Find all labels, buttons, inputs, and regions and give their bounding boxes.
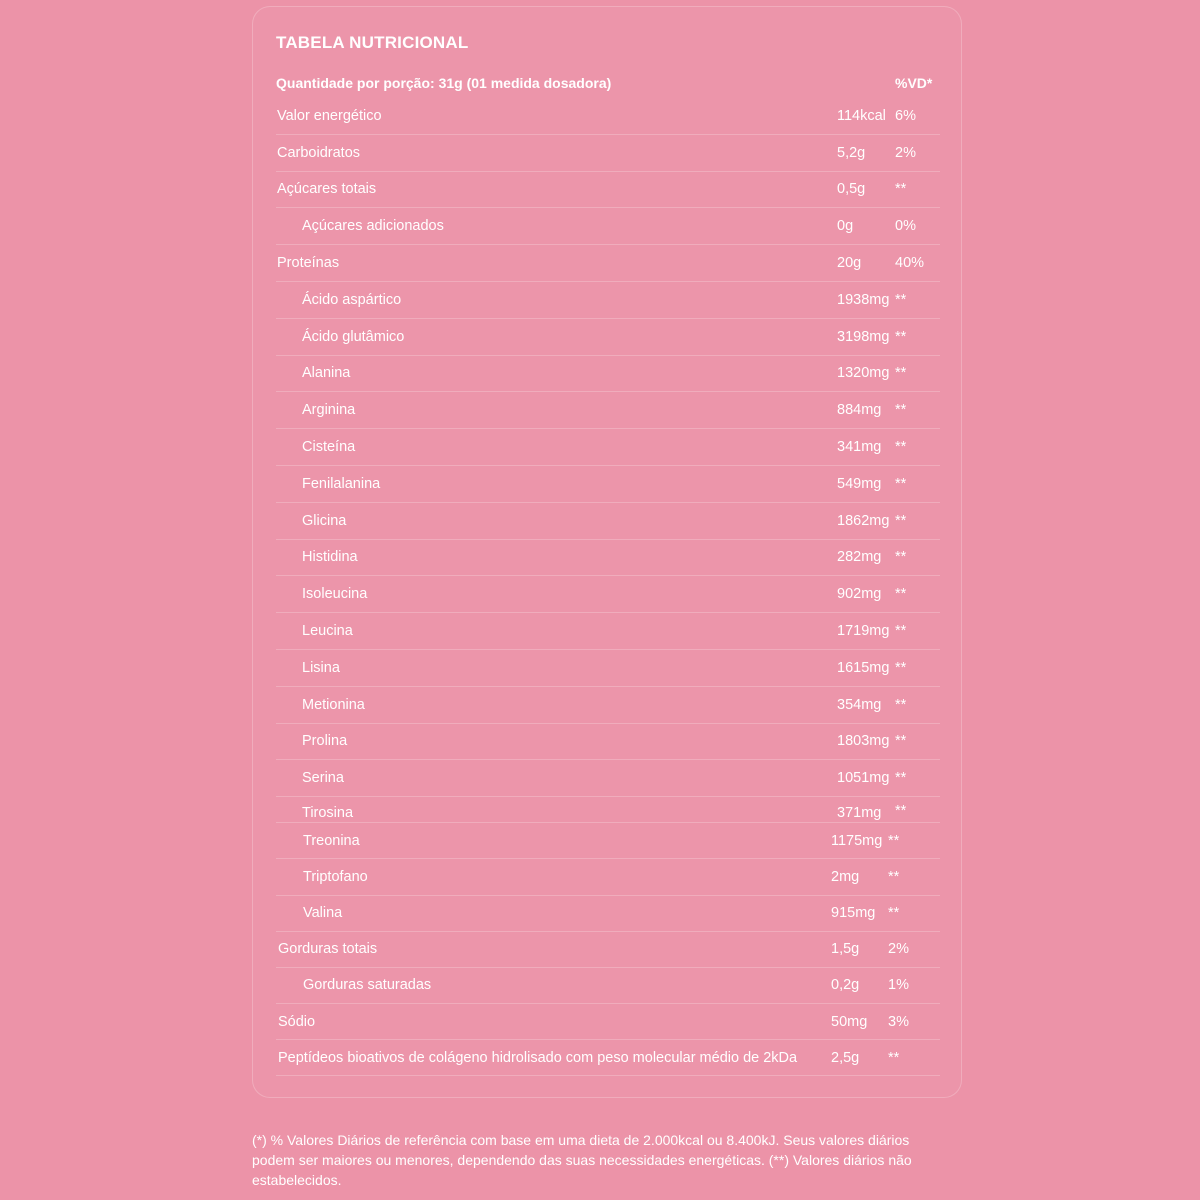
table-row (276, 319, 940, 356)
table-row (276, 135, 940, 172)
nutrient-amount: 0g (837, 218, 854, 235)
table-row (276, 356, 940, 393)
nutrient-amount: 915mg (831, 905, 876, 922)
nutrient-amount: 50mg (831, 1013, 868, 1030)
table-row (276, 208, 940, 245)
nutrient-amount: 1320mg (837, 365, 890, 382)
nutrient-amount: 354mg (837, 696, 882, 713)
table-row (276, 613, 940, 650)
nutrient-vd: ** (895, 623, 907, 640)
nutrient-amount: 1,5g (831, 941, 860, 958)
nutrient-amount: 2mg (831, 868, 860, 885)
nutrient-vd: ** (895, 803, 907, 820)
nutrient-name: Prolina (302, 733, 348, 750)
nutrient-amount: 1862mg (837, 512, 890, 529)
nutrient-vd: ** (895, 475, 907, 492)
nutrient-vd: ** (895, 328, 907, 345)
nutrient-vd: ** (888, 832, 900, 849)
nutrient-name: Fenilalanina (302, 475, 381, 492)
table-header-row (276, 68, 940, 98)
nutrient-name: Gorduras saturadas (303, 977, 432, 994)
table-row (276, 797, 940, 823)
nutrient-vd: ** (888, 1049, 900, 1066)
nutrient-name: Açúcares adicionados (302, 218, 444, 235)
nutrient-amount: 5,2g (837, 144, 866, 161)
nutrient-vd: ** (895, 365, 907, 382)
nutrient-name: Serina (302, 770, 344, 787)
nutrient-name: Gorduras totais (278, 941, 378, 958)
table-row (276, 859, 940, 895)
nutrient-amount: 371mg (837, 805, 882, 822)
nutrition-table (276, 68, 940, 1076)
table-row (276, 466, 940, 503)
nutrient-vd: ** (895, 549, 907, 566)
table-row (276, 503, 940, 540)
nutrient-name: Alanina (302, 365, 351, 382)
nutrient-name: Glicina (302, 512, 347, 529)
nutrient-name: Tirosina (302, 805, 354, 822)
nutrient-name: Proteínas (277, 255, 340, 272)
nutrient-name: Açúcares totais (277, 181, 377, 198)
nutrient-vd: ** (895, 586, 907, 603)
table-row (276, 576, 940, 613)
table-row (276, 724, 940, 761)
nutrient-vd: 2% (895, 144, 916, 161)
nutrient-vd: ** (895, 733, 907, 750)
nutrient-name: Peptídeos bioativos de colágeno hidrolisado com peso molecular médio de 2kDa (278, 1049, 798, 1066)
table-row (276, 760, 940, 797)
nutrient-amount: 282mg (837, 549, 882, 566)
table-row (276, 896, 940, 932)
table-row (276, 687, 940, 724)
nutrient-amount: 3198mg (837, 328, 890, 345)
table-row (276, 650, 940, 687)
nutrient-amount: 1938mg (837, 291, 890, 308)
nutrient-vd: ** (895, 512, 907, 529)
nutrient-name: Ácido aspártico (302, 291, 402, 308)
table-row (276, 1040, 940, 1076)
nutrient-amount: 0,5g (837, 181, 866, 198)
nutrient-vd: ** (895, 402, 907, 419)
nutrient-amount: 114kcal (837, 107, 886, 124)
nutrient-amount: 2,5g (831, 1049, 860, 1066)
nutrient-name: Sódio (278, 1013, 316, 1030)
nutrient-amount: 20g (837, 255, 862, 272)
table-title: TABELA NUTRICIONAL (276, 33, 469, 52)
nutrient-name: Arginina (302, 402, 356, 419)
nutrient-amount: 549mg (837, 475, 882, 492)
nutrient-vd: ** (895, 696, 907, 713)
nutrient-name: Ácido glutâmico (302, 328, 405, 345)
nutrient-vd: ** (888, 905, 900, 922)
nutrient-name: Treonina (303, 832, 360, 849)
nutrient-amount: 0,2g (831, 977, 860, 994)
nutrient-vd: ** (895, 291, 907, 308)
nutrient-name: Metionina (302, 696, 365, 713)
nutrient-amount: 1175mg (831, 832, 883, 849)
nutrient-vd: ** (895, 770, 907, 787)
nutrient-vd: 2% (888, 941, 909, 958)
nutrient-vd: 1% (888, 977, 909, 994)
table-row (276, 429, 940, 466)
nutrient-amount: 902mg (837, 586, 882, 603)
nutrient-name: Isoleucina (302, 586, 368, 603)
nutrient-vd: ** (895, 439, 907, 456)
table-row (276, 172, 940, 209)
nutrient-amount: 1803mg (837, 733, 890, 750)
nutrient-name: Leucina (302, 623, 353, 640)
table-row (276, 392, 940, 429)
nutrient-vd: ** (895, 181, 907, 198)
table-row (276, 1004, 940, 1040)
nutrient-vd: 0% (895, 218, 916, 235)
vd-header: %VD* (895, 75, 933, 91)
nutrient-amount: 1615mg (837, 659, 890, 676)
footnote: (*) % Valores Diários de referência com base em uma dieta de 2.000kcal ou 8.400kJ. Seus valores diários podem ser maiores ou menores, dependendo das suas necessidades energéticas. (**) Valores diários não estabelecidos. (252, 1132, 912, 1188)
nutrient-amount: 1051mg (837, 770, 890, 787)
nutrient-name: Cisteína (302, 439, 356, 456)
table-row (276, 245, 940, 282)
nutrient-amount: 884mg (837, 402, 882, 419)
table-row (276, 98, 940, 135)
nutrient-name: Lisina (302, 659, 340, 676)
nutrient-vd: 3% (888, 1013, 909, 1030)
table-row (276, 282, 940, 319)
nutrient-vd: ** (895, 659, 907, 676)
nutrient-amount: 341mg (837, 439, 882, 456)
nutrient-amount: 1719mg (837, 623, 890, 640)
nutrient-name: Valina (303, 905, 343, 922)
table-row (276, 540, 940, 577)
nutrient-name: Histidina (302, 549, 358, 566)
table-row (276, 968, 940, 1004)
nutrient-vd: 6% (895, 107, 916, 124)
nutrient-vd: 40% (895, 255, 925, 272)
nutrient-name: Valor energético (277, 107, 382, 124)
nutrient-name: Carboidratos (277, 144, 361, 161)
table-row (276, 823, 940, 859)
nutrient-vd: ** (888, 868, 900, 885)
nutrient-name: Triptofano (303, 868, 368, 885)
serving-label: Quantidade por porção: 31g (01 medida dosadora) (276, 75, 612, 91)
table-row (276, 932, 940, 968)
